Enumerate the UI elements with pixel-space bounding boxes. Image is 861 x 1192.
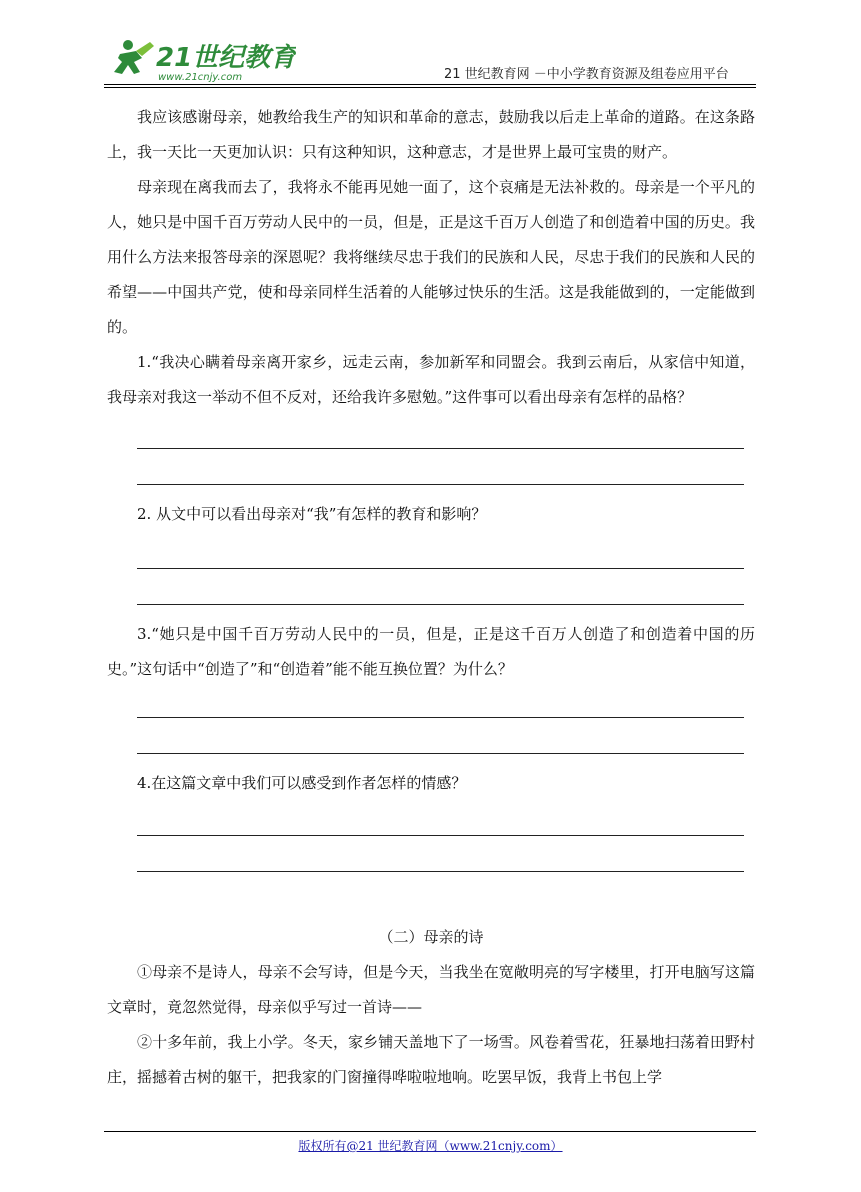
header-divider-secondary — [104, 87, 756, 88]
question-1: 1.“我决心瞒着母亲离开家乡，远走云南，参加新军和同盟会。我到云南后，从家信中知道，我母亲对我这一举动不但不反对，还给我许多慰勉。”这件事可以看出母亲有怎样的品格？ — [107, 353, 755, 406]
logo-text: 21世纪教育 — [156, 43, 296, 73]
paragraph-2: 母亲现在离我而去了，我将永不能再见她一面了，这个哀痛是无法补救的。母亲是一个平凡的人，她只是中国千百万劳动人民中的一员，但是，正是这千百万人创造了和创造着中国的历史。我用什么方法来报答母亲的深恩呢？我将继续尽忠于我们的民族和人民，尽忠于我们的民族和人民的希望——中国共产党，使和母亲同样生活着的人能够过快乐的生活。这是我能做到的，一定能做到的。 — [107, 178, 755, 336]
footer-divider — [104, 1131, 756, 1132]
logo-url: www.21cnjy.com — [158, 72, 243, 83]
question-4: 4.在这篇文章中我们可以感受到作者怎样的情感？ — [137, 774, 467, 792]
document-body — [107, 100, 755, 1095]
footer-copyright-link[interactable]: 版权所有@21 世纪教育网（www.21cnjy.com） — [298, 1139, 563, 1153]
section2-paragraph-2: ②十多年前，我上小学。冬天，家乡铺天盖地下了一场雪。风卷着雪花，狂暴地扫荡着田野村庄，摇撼着古树的躯干，把我家的门窗撞得哗啦啦地响。吃罢早饭，我背上书包上学 — [107, 1033, 755, 1086]
section2-paragraph-1: ①母亲不是诗人，母亲不会写诗，但是今天，当我坐在宽敞明亮的写字楼里，打开电脑写这篇文章时，竟忽然觉得，母亲似乎写过一首诗—— — [107, 963, 755, 1016]
header-divider — [104, 84, 756, 85]
header-site-text: 21 世纪教育网 －中小学教育资源及组卷应用平台 — [444, 67, 729, 82]
section-title: （二）母亲的诗 — [378, 928, 484, 946]
question-2: 2. 从文中可以看出母亲对“我”有怎样的教育和影响？ — [137, 505, 487, 523]
question-3: 3.“她只是中国千百万劳动人民中的一员，但是，正是这千百万人创造了和创造着中国的历史。”这句话中“创造了”和“创造着”能不能互换位置？为什么？ — [107, 625, 755, 678]
site-logo — [106, 36, 296, 84]
paragraph-1: 我应该感谢母亲，她教给我生产的知识和革命的意志，鼓励我以后走上革命的道路。在这条路上，我一天比一天更加认识：只有这种知识，这种意志，才是世界上最可宝贵的财产。 — [107, 108, 755, 161]
